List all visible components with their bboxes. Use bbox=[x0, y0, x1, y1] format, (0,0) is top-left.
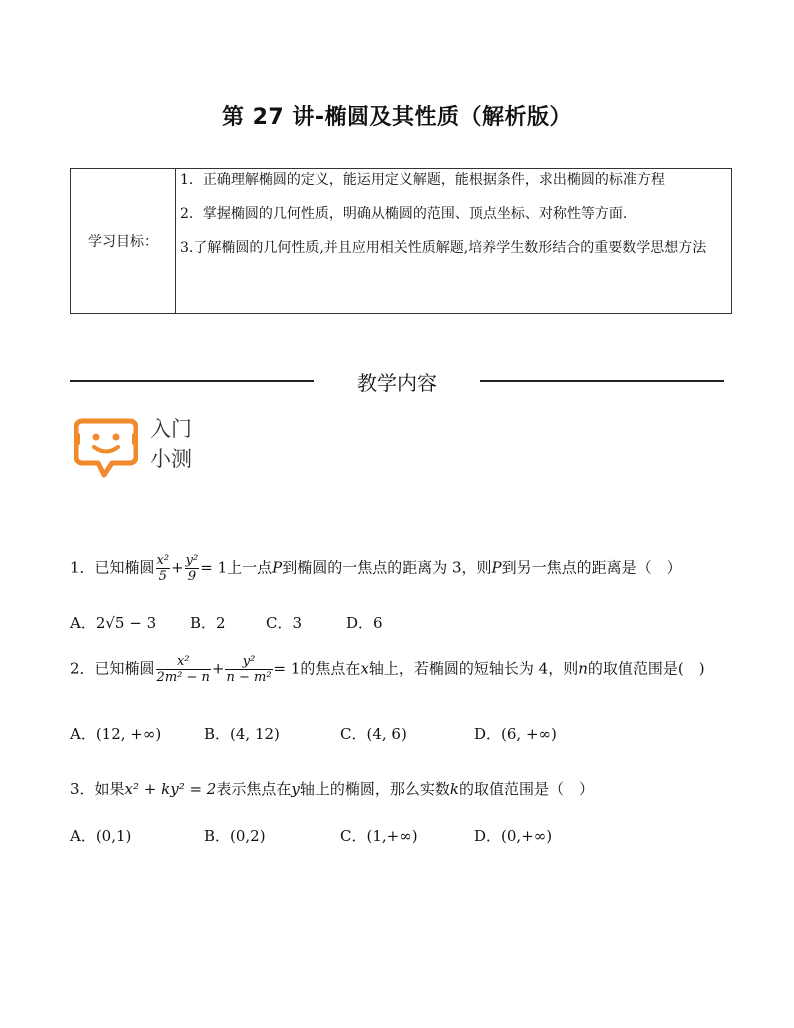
section-header bbox=[70, 368, 724, 394]
fraction: $\frac{\text{y²}}{9}$ bbox=[185, 553, 199, 584]
section-rule-left bbox=[70, 380, 314, 382]
question-3: 3．如果x² + ky² = 2表示焦点在y轴上的椭圆，那么实数k的取值范围是（ ） bbox=[70, 780, 594, 798]
section-title: 教学内容 bbox=[357, 370, 437, 395]
fraction: $\frac{\text{y²}}{\text{n − m²}}$ bbox=[226, 654, 272, 685]
page-title: 第 27 讲-椭圆及其性质（解析版） bbox=[221, 105, 573, 130]
goal-item: 3.了解椭圆的几何性质,并且应用相关性质解题,培养学生数形结合的重要数学思想方法 bbox=[180, 240, 707, 256]
option-a: A．(0,1) bbox=[70, 827, 132, 845]
option-d: D．(6, +∞) bbox=[474, 725, 557, 743]
option-a: A．(12, +∞) bbox=[70, 725, 162, 743]
option-c: C．3 bbox=[266, 614, 303, 632]
option-c: C．(4, 6) bbox=[340, 725, 407, 743]
chat-bot-icon bbox=[74, 413, 138, 481]
goals-label: 学习目标： bbox=[71, 169, 176, 313]
section-rule-right bbox=[480, 380, 724, 382]
goal-item: 2．掌握椭圆的几何性质，明确从椭圆的范围、顶点坐标、对称性等方面. bbox=[180, 206, 628, 222]
option-d: D．6 bbox=[346, 614, 383, 632]
badge-label bbox=[150, 414, 192, 474]
goal-item: 1．正确理解椭圆的定义，能运用定义解题，能根据条件，求出椭圆的标准方程 bbox=[180, 172, 665, 188]
equation: x² + ky² = 2 bbox=[124, 780, 217, 798]
option-a: A．2√5 − 3 bbox=[70, 614, 157, 632]
badge-line-1: 入门 bbox=[150, 417, 192, 441]
goals-list bbox=[176, 169, 731, 313]
question-1: 1．已知椭圆 $\frac{\text{x²}}{5}$ + $\frac{\text{y²}}{9}$ = 1上一点P到椭圆的一焦点的距离为 3，则P到另一焦点的距离是（ ） bbox=[70, 553, 682, 584]
option-c: C．(1,+∞) bbox=[340, 827, 418, 845]
badge-line-2: 小测 bbox=[150, 447, 192, 471]
question-2: 2．已知椭圆 $\frac{\text{x²}}{\text{2m² − n}}$ + $\frac{\text{y²}}{\text{n − m²}}$ = 1的焦点在x轴上，若椭圆的短轴长为 4，则n的取值范围是( ) bbox=[70, 654, 705, 685]
option-b: B．2 bbox=[190, 614, 226, 632]
question-prefix: 2．已知椭圆 bbox=[70, 659, 155, 678]
option-b: B．(4, 12) bbox=[204, 725, 280, 743]
option-d: D．(0,+∞) bbox=[474, 827, 553, 845]
fraction: $\frac{\text{x²}}{\text{2m² − n}}$ bbox=[156, 654, 210, 685]
option-b: B．(0,2) bbox=[204, 827, 266, 845]
fraction: $\frac{\text{x²}}{5}$ bbox=[156, 553, 170, 584]
question-prefix: 3．如果 bbox=[70, 780, 125, 798]
question-prefix: 1．已知椭圆 bbox=[70, 558, 155, 577]
learning-goals-table bbox=[70, 168, 732, 314]
